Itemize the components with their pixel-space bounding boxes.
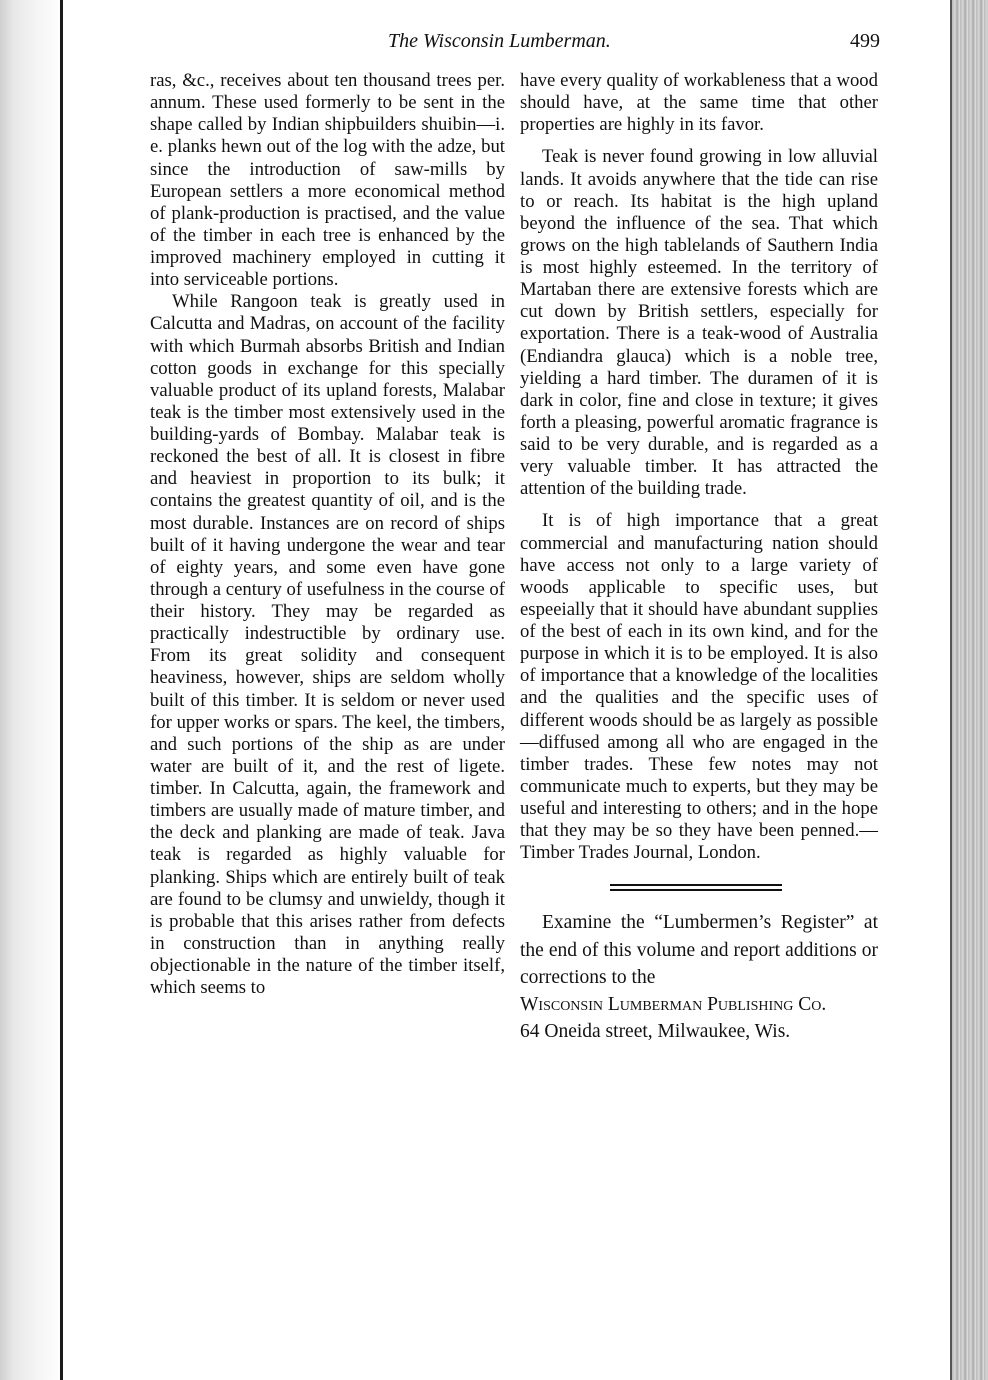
left-column bbox=[150, 70, 505, 999]
left-paragraph-2: While Rangoon teak is greatly used in Calcutta and Madras, on account of the facility with which Burmah absorbs British and Indian cotton goods in exchange for this specially valuable product of its upland forests, Malabar teak is the timber most extensively used in the building-yards of Bombay. Malabar teak is reckoned the best of all. It is closest in fibre and heaviest in proportion to its bulk; it contains the greatest quantity of oil, and is the most durable. Instances are on record of ships built of it having undergone the wear and tear of eighty years, and some even have gone through a century of usefulness in the course of their history. They may be regarded as practically indestructible by ordinary use. From its great solidity and consequent heaviness, however, ships are seldom wholly built of this timber. It is seldom or never used for upper works or spars. The keel, the timbers, and such portions of the ship as are under water are built of it, and the rest of ligete. timber. In Calcutta, again, the framework and timbers are usually made of mature timber, and the deck and planking are made of teak. Java teak is regarded as highly valuable for planking. Ships which are entirely built of teak are found to be clumsy and unwieldy, though it is probable that this arises rather from defects in construction than in anything really objectionable in the nature of the timber itself, which seems to bbox=[150, 291, 505, 999]
right-paragraph-3: It is of high importance that a great commercial and manufacturing nation should have access not only to a large variety of woods applicable to specific uses, but espeeially that it should have abundant supplies of the best of each in its own kind, and for the purpose in which it is to be employed. It is also of importance that a knowledge of the localities and the qualities and the specific uses of different woods should be as largely as possible—diffused among all who are engaged in the timber trades. These few notes may not communicate much to experts, but they may be useful and interesting to others; and in the hope that they may be so they have been penned.—Timber Trades Journal, London. bbox=[520, 510, 878, 864]
left-paragraph-1: ras, &c., receives about ten thousand trees per. annum. These used formerly to be sent in the shape called by Indian shipbuilders shuibin—i. e. planks hewn out of the log with the adze, but since the introduction of saw-mills by European settlers a more economical method of plank-production is practised, and the value of the timber in each tree is enhanced by the improved machinery employed in cutting it into serviceable portions. bbox=[150, 70, 505, 291]
running-header bbox=[150, 30, 880, 60]
right-column bbox=[520, 70, 878, 1045]
notice-text: Examine the “Lumbermen’s Register” at the end of this volume and report additions or corrections to the bbox=[520, 912, 878, 988]
book-spine-left bbox=[0, 0, 64, 1380]
notice-company: Wisconsin Lumberman Publishing Co. bbox=[520, 993, 827, 1015]
journal-title: The Wisconsin Lumberman. bbox=[388, 30, 611, 52]
section-divider bbox=[610, 884, 782, 891]
right-paragraph-2: Teak is never found growing in low alluvial lands. It avoids anywhere that the tide can rise to or reach. Its habitat is the high upland beyond the influence of the sea. That which grows on the high tablelands of Sauthern India is most highly esteemed. In the territory of Martaban there are extensive forests which are cut down by British settlers, especially for exportation. There is a teak-wood of Australia (Endiandra glauca) which is a noble tree, yielding a hard timber. The duramen of it is dark in color, fine and close in texture; it gives forth a pleasing, powerful aromatic fragrance is said to be very durable, and is regarded as a very valuable timber. It has attracted the attention of the building trade. bbox=[520, 146, 878, 500]
page-edge-right bbox=[950, 0, 988, 1380]
notice-address: 64 Oneida street, Milwaukee, Wis. bbox=[520, 1021, 791, 1043]
register-notice bbox=[520, 909, 878, 1045]
right-paragraph-1: have every quality of workableness that a wood should have, at the same time that other properties are highly in its favor. bbox=[520, 70, 878, 136]
page-number: 499 bbox=[850, 30, 880, 52]
page-border-line bbox=[60, 0, 63, 1380]
